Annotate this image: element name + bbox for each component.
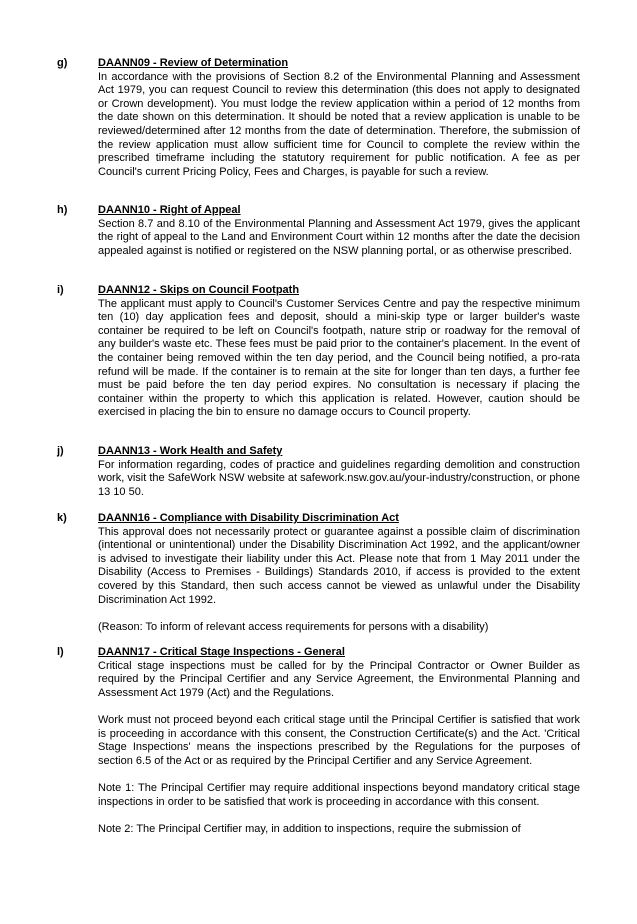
section-paragraph: Work must not proceed beyond each critical stage until the Principal Certifier is satisfied that work is proceeding in accordance with this consent, the Construction Certificate(s) and the Act. 'Critical Stage Inspections' means the inspections prescribed by the Regulations for the purposes of section 6.5 of the Act or as required by the Principal Certifier and any Service Agreement. — [98, 713, 580, 767]
section-heading: DAANN16 - Compliance with Disability Discrimination Act — [98, 512, 399, 524]
section-body — [98, 204, 580, 258]
section-paragraph: In accordance with the provisions of Section 8.2 of the Environmental Planning and Assessment Act 1979, you can request Council to review this determination (this does not apply to designated or Crown development). You must lodge the review application within a period of 12 months from the date shown on this determination. It should be noted that a review application is unable to be reviewed/determined after 12 months from the date of determination. Therefore, the submission of the review application must allow sufficient time for Council to complete the review within the prescribed timeframe including the statutory requirement for public notification. A fee as per Council's current Pricing Policy, Fees and Charges, is payable for such a review. — [98, 70, 580, 178]
section-letter: h) — [57, 204, 68, 216]
section-body — [98, 57, 580, 179]
section-heading: DAANN17 - Critical Stage Inspections - General — [98, 646, 345, 658]
section-heading: DAANN13 - Work Health and Safety — [98, 445, 283, 457]
section-paragraph: Note 2: The Principal Certifier may, in addition to inspections, require the submission of — [98, 822, 521, 835]
section-paragraph: Note 1: The Principal Certifier may require additional inspections beyond mandatory critical stage inspections in order to be satisfied that work is proceeding in accordance with this consent. — [98, 781, 580, 808]
section-body — [98, 512, 580, 634]
section-paragraph: This approval does not necessarily protect or guarantee against a possible claim of discrimination (intentional or unintentional) under the Disability Discrimination Act 1992, and the applicant/owner is advised to investigate their liability under this Act. Please note that from 1 May 2011 under the Disability (Access to Premises - Buildings) Standards 2010, if access is provided to the extent covered by this Standard, then such access cannot be viewed as unlawful under the Disability Discrimination Act 1992. — [98, 525, 580, 606]
section-letter: g) — [57, 57, 68, 69]
section-paragraph: Section 8.7 and 8.10 of the Environmental Planning and Assessment Act 1979, gives the applicant the right of appeal to the Land and Environment Court within 12 months after the date the decision appealed against is notified or registered on the NSW planning portal, or as otherwise prescribed. — [98, 217, 580, 257]
section-heading: DAANN10 - Right of Appeal — [98, 204, 241, 216]
section-paragraph: For information regarding, codes of practice and guidelines regarding demolition and construction work, visit the SafeWork NSW website at safework.nsw.gov.au/your-industry/construction, or phone 13 10 50. — [98, 458, 580, 498]
section-paragraph: Critical stage inspections must be called for by the Principal Contractor or Owner Builder as required by the Principal Certifier and any Service Agreement, the Environmental Planning and Assessment Act 1979 (Act) and the Regulations. — [98, 659, 580, 699]
section-letter: j) — [57, 445, 64, 457]
section-heading: DAANN09 - Review of Determination — [98, 57, 289, 69]
section-paragraph: The applicant must apply to Council's Customer Services Centre and pay the respective minimum ten (10) day application fees and deposit, should a mini-skip type or larger builder's waste container be required to be left on Council's footpath, nature strip or roadway for the removal of any builder's waste etc. These fees must be paid prior to the container's placement. In the event of the container being removed within the ten day period, and the Council being notified, a pro-rata refund will be made. If the container is to remain at the site for longer than ten days, a further fee must be paid before the ten day period expires. No consultation is necessary if placing the container within the property to which this application is related. However, caution should be exercised in placing the bin to ensure no damage occurs to Council property. — [98, 297, 580, 419]
section-letter: k) — [57, 512, 67, 524]
section-letter: l) — [57, 646, 64, 658]
section-body — [98, 445, 580, 499]
section-body — [98, 284, 580, 420]
section-letter: i) — [57, 284, 64, 296]
section-paragraph: (Reason: To inform of relevant access requirements for persons with a disability) — [98, 620, 489, 633]
section-body — [98, 646, 580, 836]
section-heading: DAANN12 - Skips on Council Footpath — [98, 284, 300, 296]
